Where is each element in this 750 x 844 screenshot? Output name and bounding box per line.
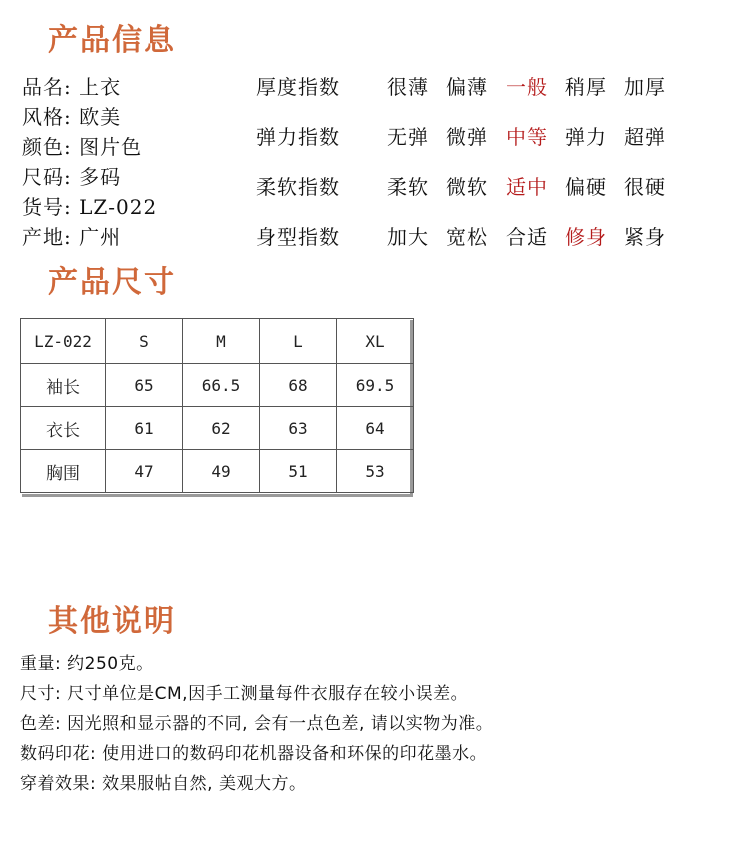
table-header-cell: L <box>260 319 337 364</box>
info-size: 尺码: 多码 <box>22 165 122 189</box>
table-row <box>21 450 414 493</box>
index-option: 合适 <box>506 225 548 249</box>
info-style: 风格: 欧美 <box>22 105 122 129</box>
table-cell: 61 <box>106 407 183 450</box>
note-printing: 数码印花: 使用进口的数码印花机器设备和环保的印花墨水。 <box>20 744 488 764</box>
index-option: 很硬 <box>624 175 666 199</box>
table-cell: 65 <box>106 364 183 407</box>
index-option: 紧身 <box>624 225 666 249</box>
table-cell: 49 <box>183 450 260 493</box>
index-option: 偏硬 <box>565 175 607 199</box>
index-option: 弹力 <box>565 125 607 149</box>
row-label: 胸围 <box>21 450 106 493</box>
table-cell: 53 <box>337 450 414 493</box>
info-origin: 产地: 广州 <box>22 225 122 249</box>
index-option: 微软 <box>446 175 488 199</box>
table-cell: 63 <box>260 407 337 450</box>
table-cell: 66.5 <box>183 364 260 407</box>
notes-title: 其他说明 <box>48 604 176 639</box>
index-label: 厚度指数 <box>256 75 340 99</box>
table-cell: 68 <box>260 364 337 407</box>
table-cell: 62 <box>183 407 260 450</box>
index-option: 微弹 <box>446 125 488 149</box>
info-sku: 货号: LZ-022 <box>22 195 158 219</box>
table-header-cell: XL <box>337 319 414 364</box>
table-cell: 69.5 <box>337 364 414 407</box>
table-cell: 51 <box>260 450 337 493</box>
size-title: 产品尺寸 <box>48 265 176 300</box>
index-label: 身型指数 <box>256 225 340 249</box>
index-option: 加大 <box>387 225 429 249</box>
table-header-cell: M <box>183 319 260 364</box>
index-option: 超弹 <box>624 125 666 149</box>
index-label: 柔软指数 <box>256 175 340 199</box>
index-option-selected: 中等 <box>506 125 548 149</box>
index-option-selected: 修身 <box>565 225 607 249</box>
row-label: 衣长 <box>21 407 106 450</box>
table-header-row <box>21 319 414 364</box>
index-option: 很薄 <box>387 75 429 99</box>
info-color: 颜色: 图片色 <box>22 135 143 159</box>
table-shadow <box>22 494 413 497</box>
table-cell: 47 <box>106 450 183 493</box>
size-table <box>20 318 414 493</box>
table-row <box>21 407 414 450</box>
table-header-cell: LZ-022 <box>21 319 106 364</box>
index-label: 弹力指数 <box>256 125 340 149</box>
note-weight: 重量: 约250克。 <box>20 654 154 674</box>
index-option: 偏薄 <box>446 75 488 99</box>
table-header-cell: S <box>106 319 183 364</box>
note-color-diff: 色差: 因光照和显示器的不同, 会有一点色差, 请以实物为准。 <box>20 714 494 734</box>
note-size: 尺寸: 尺寸单位是CM,因手工测量每件衣服存在较小误差。 <box>20 684 469 704</box>
note-effect: 穿着效果: 效果服帖自然, 美观大方。 <box>20 774 307 794</box>
index-option-selected: 一般 <box>506 75 548 99</box>
info-name: 品名: 上衣 <box>22 75 122 99</box>
table-row <box>21 364 414 407</box>
index-option-selected: 适中 <box>506 175 548 199</box>
index-option: 宽松 <box>446 225 488 249</box>
index-option: 加厚 <box>624 75 666 99</box>
index-option: 无弹 <box>387 125 429 149</box>
product-info-title: 产品信息 <box>48 23 176 58</box>
index-option: 柔软 <box>387 175 429 199</box>
index-option: 稍厚 <box>565 75 607 99</box>
row-label: 袖长 <box>21 364 106 407</box>
table-cell: 64 <box>337 407 414 450</box>
